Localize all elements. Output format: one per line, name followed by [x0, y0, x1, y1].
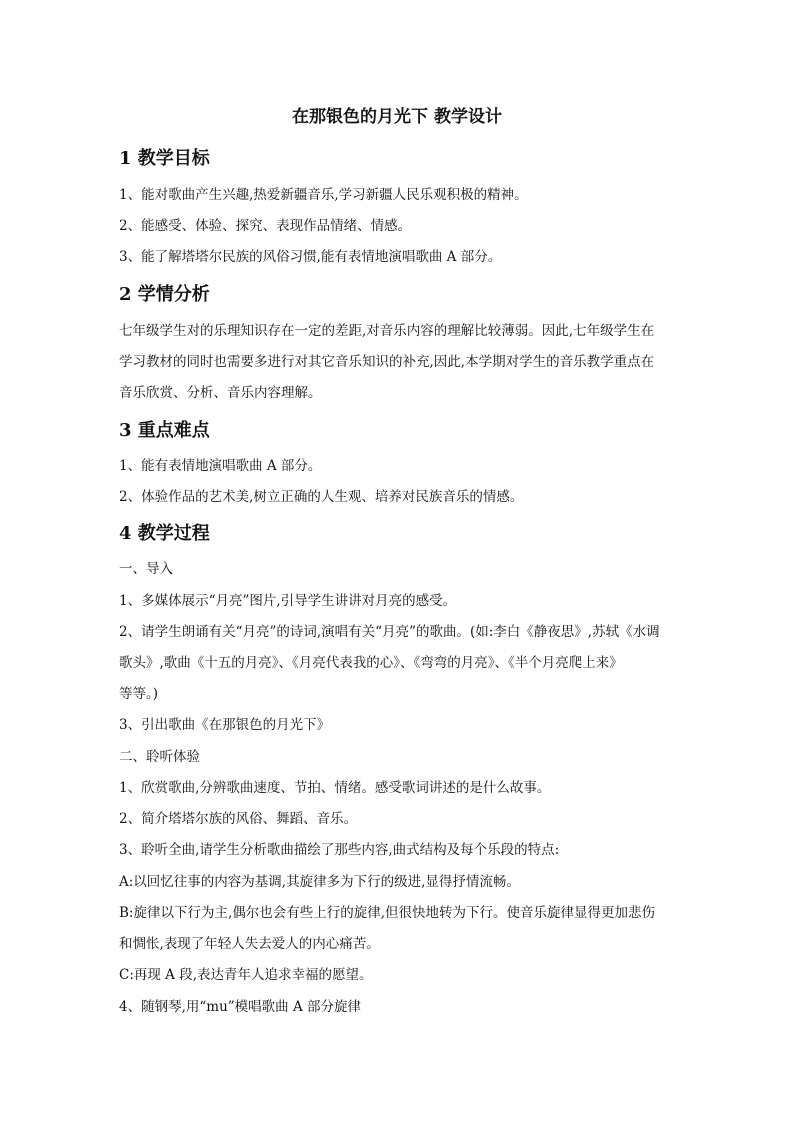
paragraph: 2、请学生朗诵有关“月亮”的诗词,演唱有关“月亮”的歌曲。(如:李白《静夜思》,苏轼《水调: [119, 624, 660, 640]
paragraph: 3、聆听全曲,请学生分析歌曲描绘了那些内容,曲式结构及每个乐段的特点:: [119, 842, 560, 858]
paragraph: 3、能了解塔塔尔民族的风俗习惯,能有表情地演唱歌曲 A 部分。: [119, 249, 502, 265]
paragraph: 4、随钢琴,用“mu”模唱歌曲 A 部分旋律: [119, 999, 362, 1015]
paragraph: 一、导入: [119, 561, 173, 577]
paragraph: B:旋律以下行为主,偶尔也会有些上行的旋律,但很快地转为下行。使音乐旋律显得更加悲伤: [119, 905, 656, 921]
paragraph: 等等。): [119, 686, 159, 702]
paragraph: 2、能感受、体验、探究、表现作品情绪、情感。: [119, 218, 412, 234]
section-heading-student-analysis: 2 学情分析: [119, 284, 210, 305]
section-heading-teaching-process: 4 教学过程: [119, 523, 210, 544]
document-title: 在那银色的月光下 教学设计: [292, 107, 502, 127]
section-heading-key-points: 3 重点难点: [119, 420, 210, 441]
paragraph: 1、能有表情地演唱歌曲 A 部分。: [119, 458, 322, 474]
paragraph: A:以回忆往事的内容为基调,其旋律多为下行的级进,显得抒情流畅。: [119, 874, 520, 890]
paragraph: 1、欣赏歌曲,分辨歌曲速度、节拍、情绪。感受歌词讲述的是什么故事。: [119, 780, 551, 796]
paragraph: 音乐欣赏、分析、音乐内容理解。: [119, 385, 322, 401]
paragraph: 歌头》,歌曲《十五的月亮》、《月亮代表我的心》、《弯弯的月亮》、《半个月亮爬上来》: [119, 655, 623, 671]
paragraph: 1、多媒体展示“月亮”图片,引导学生讲讲对月亮的感受。: [119, 593, 457, 609]
paragraph: 七年级学生对的乐理知识存在一定的差距,对音乐内容的理解比较薄弱。因此,七年级学生在: [119, 323, 655, 339]
paragraph: 学习教材的同时也需要多进行对其它音乐知识的补充,因此,本学期对学生的音乐教学重点在: [119, 354, 655, 370]
section-heading-teaching-goals: 1 教学目标: [119, 148, 210, 169]
paragraph: 3、引出歌曲《在那银色的月光下》: [119, 717, 331, 733]
paragraph: 二、聆听体验: [119, 749, 200, 765]
paragraph: C:再现 A 段,表达青年人追求幸福的愿望。: [119, 967, 373, 983]
paragraph: 和惆怅,表现了年轻人失去爱人的内心痛苦。: [119, 936, 380, 952]
paragraph: 2、体验作品的艺术美,树立正确的人生观、培养对民族音乐的情感。: [119, 489, 524, 505]
paragraph: 1、能对歌曲产生兴趣,热爱新疆音乐,学习新疆人民乐观积极的精神。: [119, 187, 528, 203]
paragraph: 2、简介塔塔尔族的风俗、舞蹈、音乐。: [119, 811, 358, 827]
